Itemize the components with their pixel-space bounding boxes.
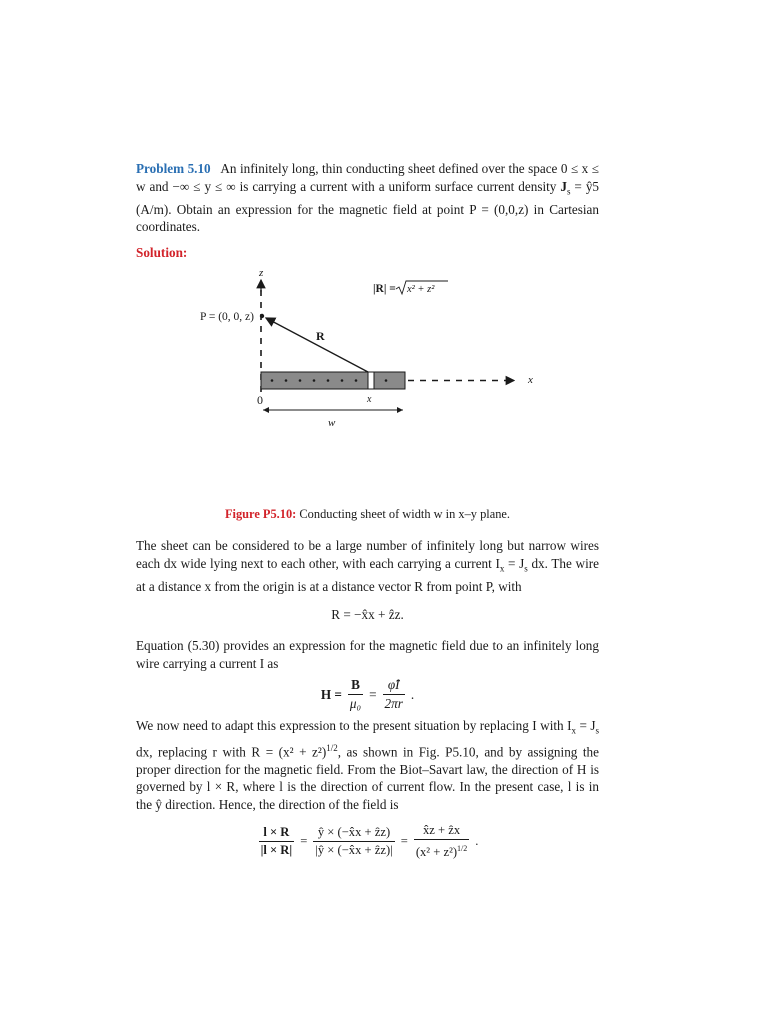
vector-r xyxy=(266,318,368,372)
frac-yxr: $\frac{\text{ŷ × (−x̂x + ẑz)}}{\text{|ŷ × (−x̂x + ẑz)|}}$ xyxy=(315,824,393,858)
solution-label: Solution: xyxy=(136,245,188,261)
width-label: w xyxy=(328,416,336,429)
page-content xyxy=(136,160,599,862)
problem-line1: An infinitely long, thin conducting sheet defined over the space xyxy=(220,161,558,176)
magnitude-label: |R| = xyxy=(373,282,396,295)
conducting-sheet xyxy=(261,372,405,389)
problem-label: Problem 5.10 xyxy=(136,161,211,176)
vector-r-label: R xyxy=(316,328,325,343)
figure-svg xyxy=(136,262,599,502)
problem-line2: 0 ≤ x ≤ w and −∞ ≤ y ≤ ∞ is carrying a current with a uniform surface current density xyxy=(136,161,599,194)
solution-heading xyxy=(136,244,599,262)
equation-h: H = $\frac{B}{\text{μ₀}}$ = $\frac{\varphîI}{2\pi r}$ . xyxy=(320,677,415,711)
figure-caption xyxy=(136,506,599,524)
equation-direction: $\frac{l \times R}{|l \times R|}$ = $\frac{\text{ŷ × (−x̂x + ẑz)}}{\text{|ŷ × (−x̂x + ẑz)|}}$ = $\frac{\text{x̂z + ẑx}}{(x^2 + z^2)^{1/2}}$ . xyxy=(136,822,599,862)
frac-phi-i: $\frac{\varphîI}{2\pi r}$ xyxy=(384,677,403,711)
paragraph-3: We now need to adapt this expression to the present situation by replacing I with $I_x = J_s$ dx, replacing r with $R = (x^2 + z^2)^{1/2}$, as shown in Fig. P5.10, and by assigning the proper direction for the magnetic field. From the Biot–Savart law, the direction of H is governed by l × R, where l is the direction of current flow. In the present case, l is in the ŷ direction. Hence, the direction of the field is xyxy=(136,717,600,812)
caption-text: Conducting sheet of width w in x–y plane. xyxy=(296,506,511,521)
frac-result: $\frac{\text{x̂z + ẑx}}{(x^2 + z^2)^{1/2}}$ xyxy=(415,822,468,860)
wire-strip xyxy=(368,372,374,389)
z-axis-label: z xyxy=(259,266,264,279)
equation-r: R = −x̂x + ẑz. xyxy=(331,606,404,622)
problem-line3: = ŷ5 (A/m). Obtain an expression for the magnetic field at point P = (0,0,z) in xyxy=(136,178,600,217)
point-p xyxy=(260,313,264,317)
origin-label: 0 xyxy=(257,392,263,407)
problem-statement xyxy=(136,160,599,236)
frac-lxr: $\frac{l \times R}{|l \times R|}$ xyxy=(260,824,293,858)
problem-line3-sub: s xyxy=(566,186,571,197)
point-p-label: P = (0, 0, z) xyxy=(200,310,254,323)
magnitude-expr: x² + z² xyxy=(407,283,435,295)
frac-b-mu: $\frac{B}{\text{μ₀}}$ xyxy=(349,677,362,711)
problem-line3-j: J xyxy=(560,178,567,194)
x-axis-label: x xyxy=(528,373,533,386)
figure-p5-10 xyxy=(136,262,599,502)
x-mark-label: x xyxy=(367,393,372,405)
paragraph-1: The sheet can be considered to be a large number of infinitely long but narrow wires each dx wide lying next to each other, with each carrying a current $I_x = J_s$ dx. The wire at a distance x from the origin is at a distance vector R from point P, with xyxy=(136,538,599,595)
caption-prefix: Figure P5.10: xyxy=(224,506,297,521)
problem-line4: Cartesian coordinates. xyxy=(136,201,600,235)
paragraph-2: Equation (5.30) provides an expression for the magnetic field due to an infinitely long wire carrying a current I as xyxy=(136,638,599,671)
